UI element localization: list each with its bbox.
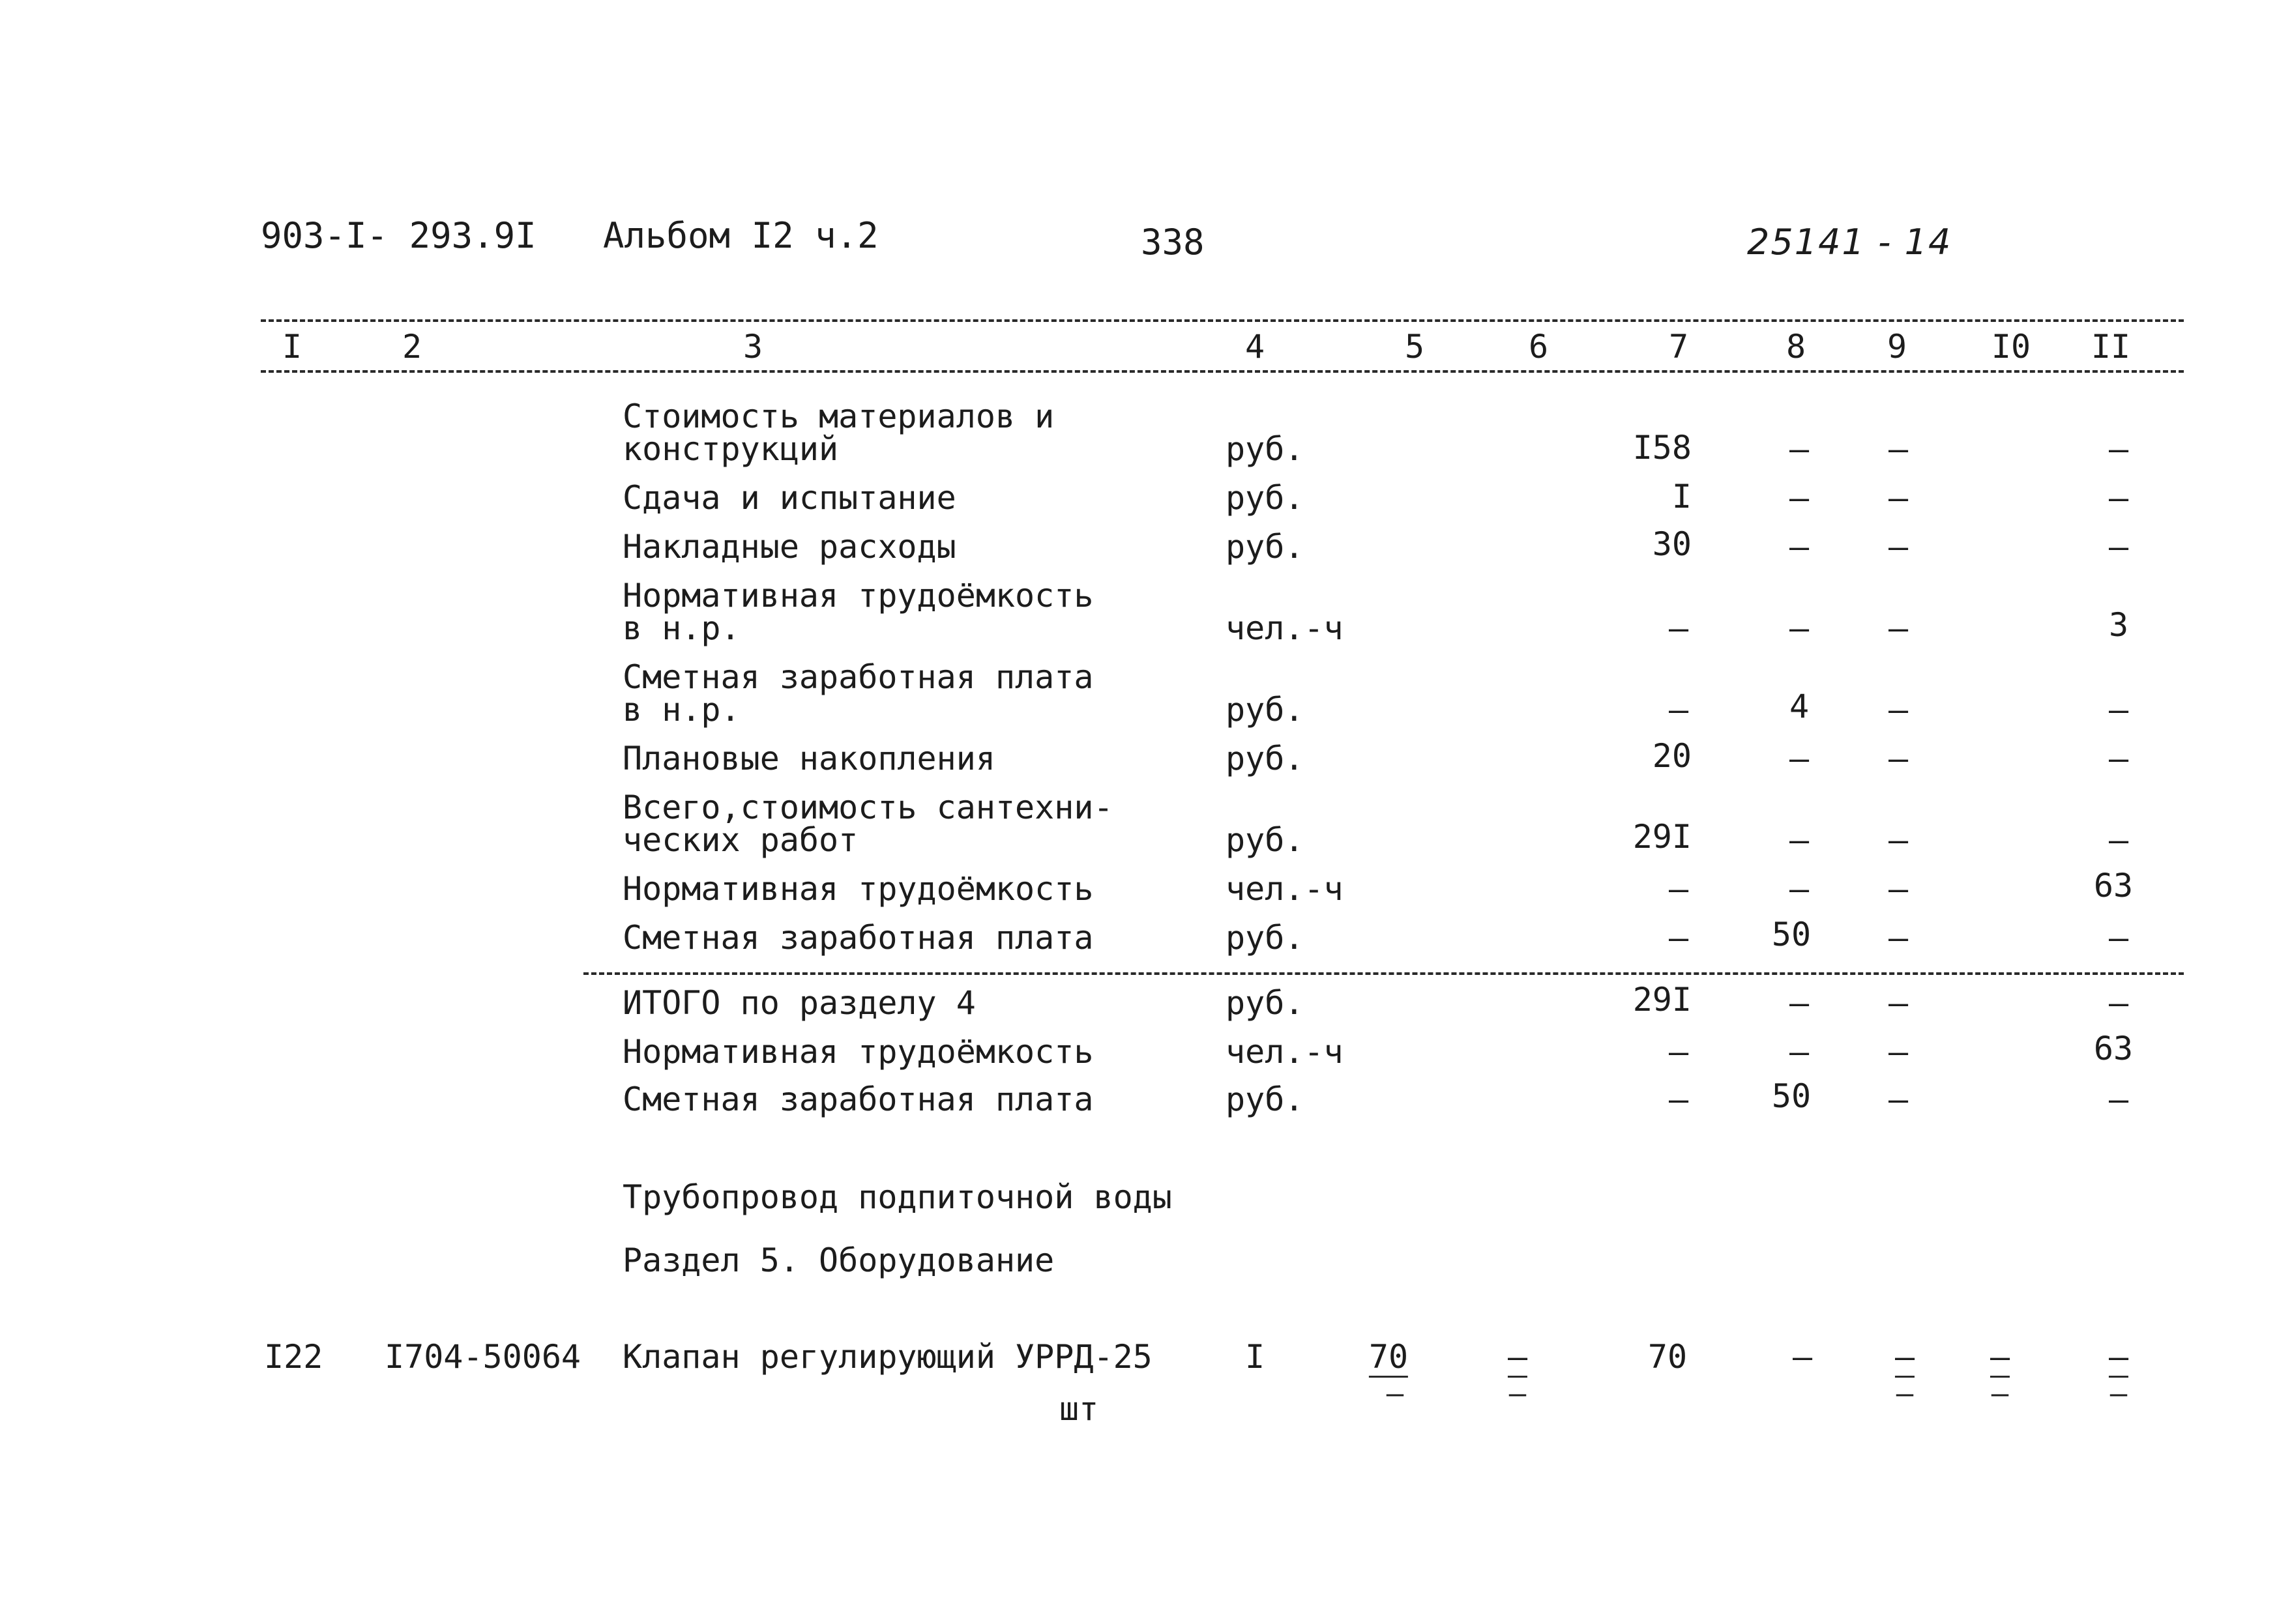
row-col8: 4: [1789, 688, 1810, 725]
total-name: Нормативная трудоёмкость: [623, 1033, 1094, 1071]
row-col11: –: [2108, 430, 2129, 468]
item-col10-top: –: [1990, 1339, 2010, 1378]
header-top-rule: [261, 319, 2184, 322]
col-header-1: I: [282, 328, 302, 366]
total-unit: чел.-ч: [1226, 1033, 1344, 1071]
total-col11: –: [2108, 1080, 2129, 1118]
row-col8: –: [1789, 479, 1810, 517]
row-col8: 50: [1771, 916, 1812, 953]
item-col7: 70: [1647, 1338, 1688, 1376]
album-label: Альбом I2 ч.2: [603, 215, 879, 256]
item-col9-top: –: [1895, 1339, 1915, 1378]
doc-code: 903-I- 293.9I: [261, 215, 536, 256]
total-col8: –: [1789, 984, 1810, 1022]
total-col7: 29I: [1632, 981, 1692, 1019]
item-col8: –: [1792, 1338, 1813, 1376]
row-col9: –: [1888, 740, 1909, 777]
row-col11: –: [2108, 691, 2129, 729]
row-col8: –: [1789, 870, 1810, 908]
item-col9-bottom: –: [1896, 1377, 1914, 1410]
row-col7: 29I: [1632, 818, 1692, 856]
total-col8: –: [1789, 1033, 1810, 1071]
row-col11: –: [2108, 528, 2129, 566]
col-header-10: I0: [1991, 328, 2031, 366]
row-name-line1: Нормативная трудоёмкость: [623, 577, 1094, 615]
row-col9: –: [1888, 479, 1909, 517]
total-col7: –: [1668, 1080, 1689, 1118]
row-col8: –: [1789, 528, 1810, 566]
row-col11: 3: [2108, 606, 2129, 644]
row-col9: –: [1888, 821, 1909, 859]
row-col11: –: [2108, 740, 2129, 777]
item-col11-top: –: [2109, 1339, 2128, 1378]
row-col7: –: [1668, 870, 1689, 908]
handwritten-number: 25141 - 14: [1747, 222, 1952, 263]
row-col11: –: [2108, 479, 2129, 517]
row-col7: I58: [1632, 429, 1692, 467]
item-col5-bottom: –: [1386, 1377, 1404, 1410]
col-header-3: 3: [742, 328, 763, 366]
row-name-line1: Сдача и испытание: [623, 479, 956, 517]
row-unit: чел.-ч: [1226, 870, 1344, 908]
row-col7: –: [1668, 919, 1689, 957]
header-bottom-rule: [261, 370, 2184, 373]
col-header-6: 6: [1528, 328, 1549, 366]
page-number: 338: [1141, 222, 1205, 263]
total-unit: руб.: [1226, 984, 1304, 1022]
row-name-line2: в н.р.: [623, 691, 741, 729]
row-unit: руб.: [1226, 430, 1304, 468]
total-col7: –: [1668, 1033, 1689, 1071]
col-header-7: 7: [1668, 328, 1689, 366]
item-qty: I: [1245, 1338, 1265, 1376]
col-header-2: 2: [402, 328, 422, 366]
total-col11: –: [2108, 984, 2129, 1022]
row-name-line1: Нормативная трудоёмкость: [623, 870, 1094, 908]
col-header-9: 9: [1887, 328, 1907, 366]
row-col8: –: [1789, 609, 1810, 647]
row-col9: –: [1888, 609, 1909, 647]
row-name-line2: ческих работ: [623, 821, 859, 859]
row-col11: –: [2108, 919, 2129, 957]
row-unit: руб.: [1226, 821, 1304, 859]
row-unit: руб.: [1226, 528, 1304, 566]
row-unit: руб.: [1226, 740, 1304, 777]
item-col10-bottom: –: [1991, 1377, 2009, 1410]
totals-rule: [583, 972, 2184, 975]
row-unit: руб.: [1226, 919, 1304, 957]
item-col11-bottom: –: [2109, 1377, 2128, 1410]
row-col8: –: [1789, 821, 1810, 859]
item-col6-top: –: [1508, 1339, 1527, 1378]
row-name-line1: Накладные расходы: [623, 528, 956, 566]
row-col7: I: [1671, 478, 1692, 515]
total-col9: –: [1888, 984, 1909, 1022]
col-header-11: II: [2091, 328, 2131, 366]
row-col7: –: [1668, 609, 1689, 647]
row-col9: –: [1888, 919, 1909, 957]
row-col8: –: [1789, 740, 1810, 777]
total-name: ИТОГО по разделу 4: [623, 984, 976, 1022]
row-unit: руб.: [1226, 691, 1304, 729]
col-header-5: 5: [1404, 328, 1425, 366]
row-col9: –: [1888, 691, 1909, 729]
total-col8: 50: [1771, 1077, 1812, 1115]
row-col9: –: [1888, 528, 1909, 566]
row-unit: руб.: [1226, 479, 1304, 517]
row-name-line1: Сметная заработная плата: [623, 658, 1094, 696]
row-col11: 63: [2093, 867, 2134, 905]
total-unit: руб.: [1226, 1080, 1304, 1118]
item-number: I22: [264, 1338, 323, 1376]
col-header-8: 8: [1785, 328, 1806, 366]
total-col11: 63: [2093, 1030, 2134, 1067]
row-name-line1: Стоимость материалов и: [623, 398, 1055, 435]
row-unit: чел.-ч: [1226, 609, 1344, 647]
item-col6-bottom: –: [1508, 1377, 1527, 1410]
item-code: I704-50064: [385, 1338, 581, 1376]
row-col9: –: [1888, 870, 1909, 908]
section-title: Трубопровод подпиточной воды: [623, 1178, 1172, 1216]
row-name-line1: Сметная заработная плата: [623, 919, 1094, 957]
item-col5-top: 70: [1369, 1339, 1408, 1378]
row-col9: –: [1888, 430, 1909, 468]
row-name-line1: Плановые накопления: [623, 740, 995, 777]
row-name-line1: Всего,стоимость сантехни-: [623, 789, 1113, 826]
row-col8: –: [1789, 430, 1810, 468]
section-subtitle: Раздел 5. Оборудование: [623, 1241, 1055, 1279]
total-col9: –: [1888, 1080, 1909, 1118]
col-header-4: 4: [1244, 328, 1265, 366]
row-col7: 30: [1652, 525, 1692, 563]
item-name: Клапан регулирующий УРРД-25: [623, 1338, 1153, 1376]
row-name-line2: в н.р.: [623, 609, 741, 647]
row-name-line2: конструкций: [623, 430, 839, 468]
row-col7: 20: [1652, 737, 1692, 775]
total-col9: –: [1888, 1033, 1909, 1071]
total-name: Сметная заработная плата: [623, 1080, 1094, 1118]
item-unit: шт: [1059, 1390, 1099, 1428]
row-col11: –: [2108, 821, 2129, 859]
row-col7: –: [1668, 691, 1689, 729]
